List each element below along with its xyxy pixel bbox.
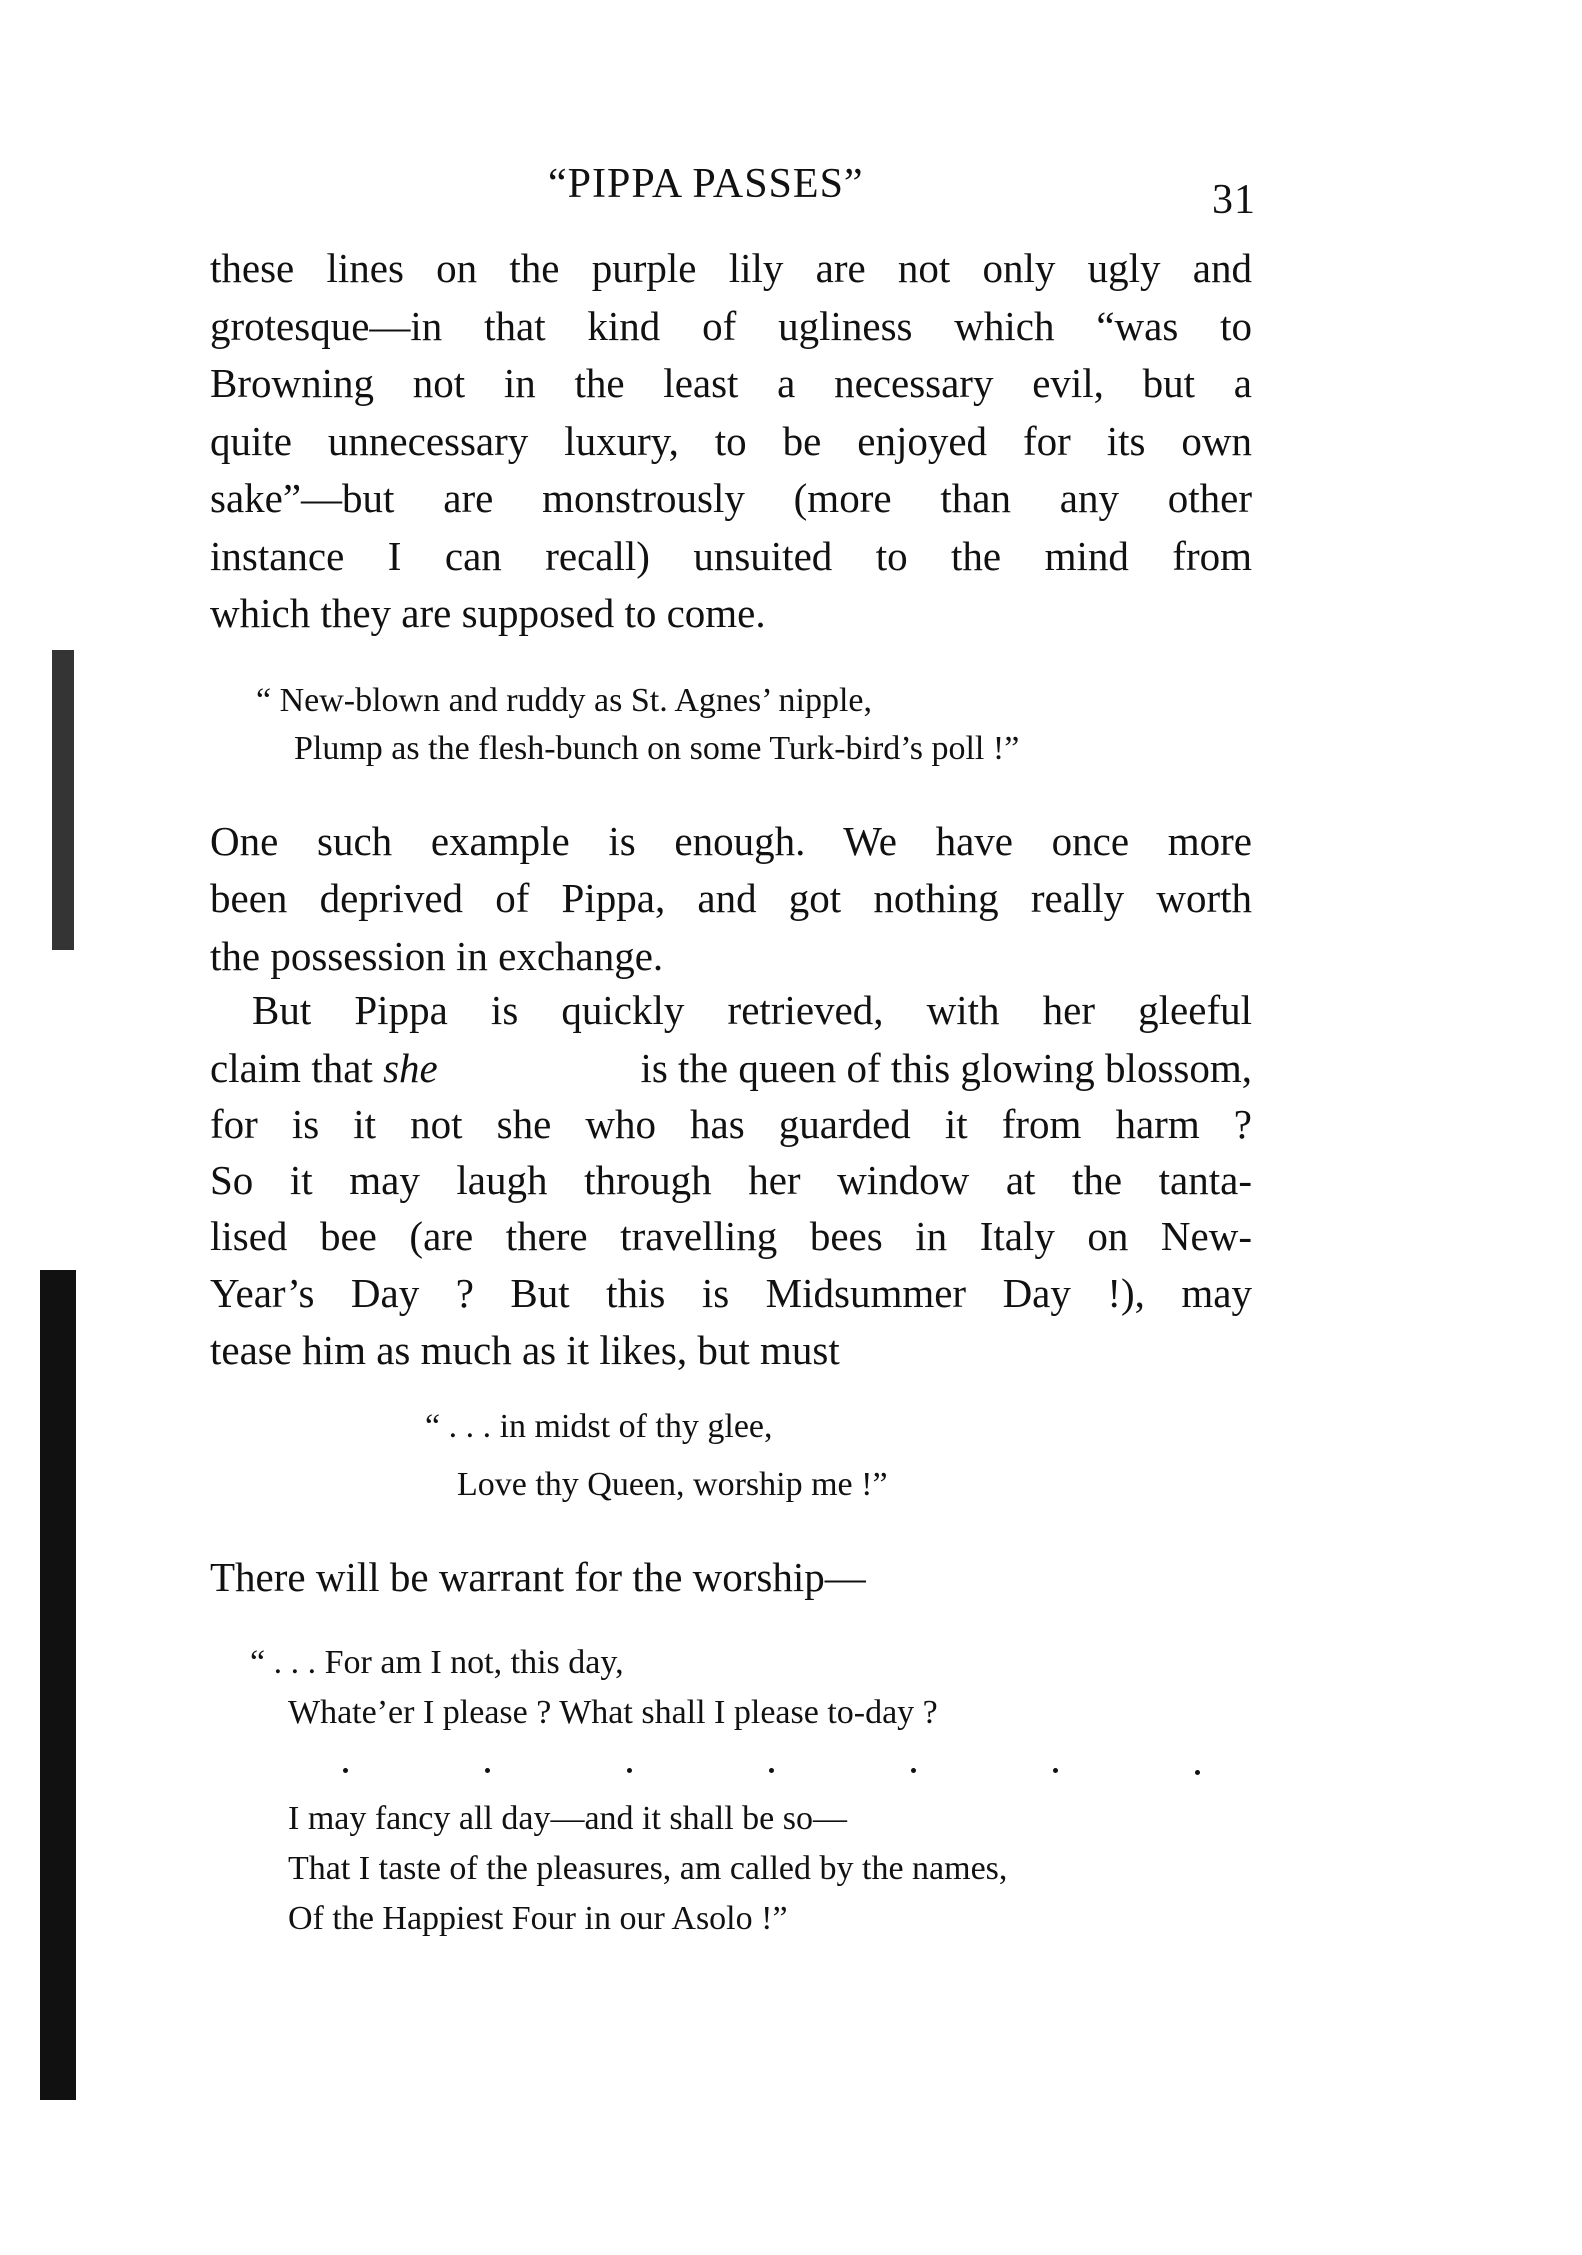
scan-edge-shadow <box>40 1270 76 2100</box>
text-line: quite unnecessary luxury, to be enjoyed for its own <box>210 418 1252 464</box>
page-number: 31 <box>1212 177 1256 223</box>
dot <box>1195 1770 1200 1775</box>
text-line: One such example is enough. We have once more <box>210 818 1252 864</box>
running-title: “PIPPA PASSES” <box>548 161 864 207</box>
dot <box>769 1768 774 1773</box>
text-line: been deprived of Pippa, and got nothing really worth <box>210 875 1252 921</box>
dot <box>485 1768 490 1773</box>
text-line: these lines on the purple lily are not only ugly and <box>210 245 1252 291</box>
verse-line: Love thy Queen, worship me !” <box>457 1466 888 1503</box>
dot <box>1053 1768 1058 1773</box>
dot <box>343 1768 348 1773</box>
verse-line: “ . . . For am I not, this day, <box>250 1644 624 1681</box>
text-line: instance I can recall) unsuited to the mind from <box>210 533 1252 579</box>
verse-line: “ New-blown and ruddy as St. Agnes’ nipple, <box>256 682 872 719</box>
verse-line: Plump as the flesh-bunch on some Turk-bird’s poll !” <box>294 730 1020 767</box>
emphasis-text: she <box>383 1045 438 1091</box>
text-line: tease him as much as it likes, but must <box>210 1327 840 1373</box>
dot <box>911 1768 916 1773</box>
text-line: So it may laugh through her window at the tanta- <box>210 1157 1252 1203</box>
text-line: lised bee (are there travelling bees in Italy on New- <box>210 1213 1252 1259</box>
text-line: But Pippa is quickly retrieved, with her gleeful <box>252 987 1252 1033</box>
verse-line: That I taste of the pleasures, am called by the names, <box>288 1850 1008 1887</box>
scan-edge-shadow <box>52 650 74 950</box>
text-line: Year’s Day ? But this is Midsummer Day !), may <box>210 1270 1252 1316</box>
text-line: which they are supposed to come. <box>210 590 766 636</box>
text-line: Browning not in the least a necessary evil, but a <box>210 360 1252 406</box>
verse-line: I may fancy all day—and it shall be so— <box>288 1800 847 1837</box>
verse-line: Whate’er I please ? What shall I please to-day ? <box>288 1694 938 1731</box>
verse-line: Of the Happiest Four in our Asolo !” <box>288 1900 788 1937</box>
text-line: for is it not she who has guarded it from harm ? <box>210 1101 1252 1147</box>
text-span: claim that <box>210 1045 384 1091</box>
text-line: grotesque—in that kind of ugliness which “was to <box>210 303 1252 349</box>
text-span: is the queen of this glowing blossom, <box>640 1045 1252 1091</box>
dot <box>627 1768 632 1773</box>
text-line: the possession in exchange. <box>210 933 664 979</box>
text-line: sake”—but are monstrously (more than any other <box>210 475 1252 521</box>
text-line <box>210 1044 1252 1092</box>
paragraph-4: There will be warrant for the worship— <box>210 1554 866 1600</box>
verse-line: “ . . . in midst of thy glee, <box>425 1408 773 1445</box>
